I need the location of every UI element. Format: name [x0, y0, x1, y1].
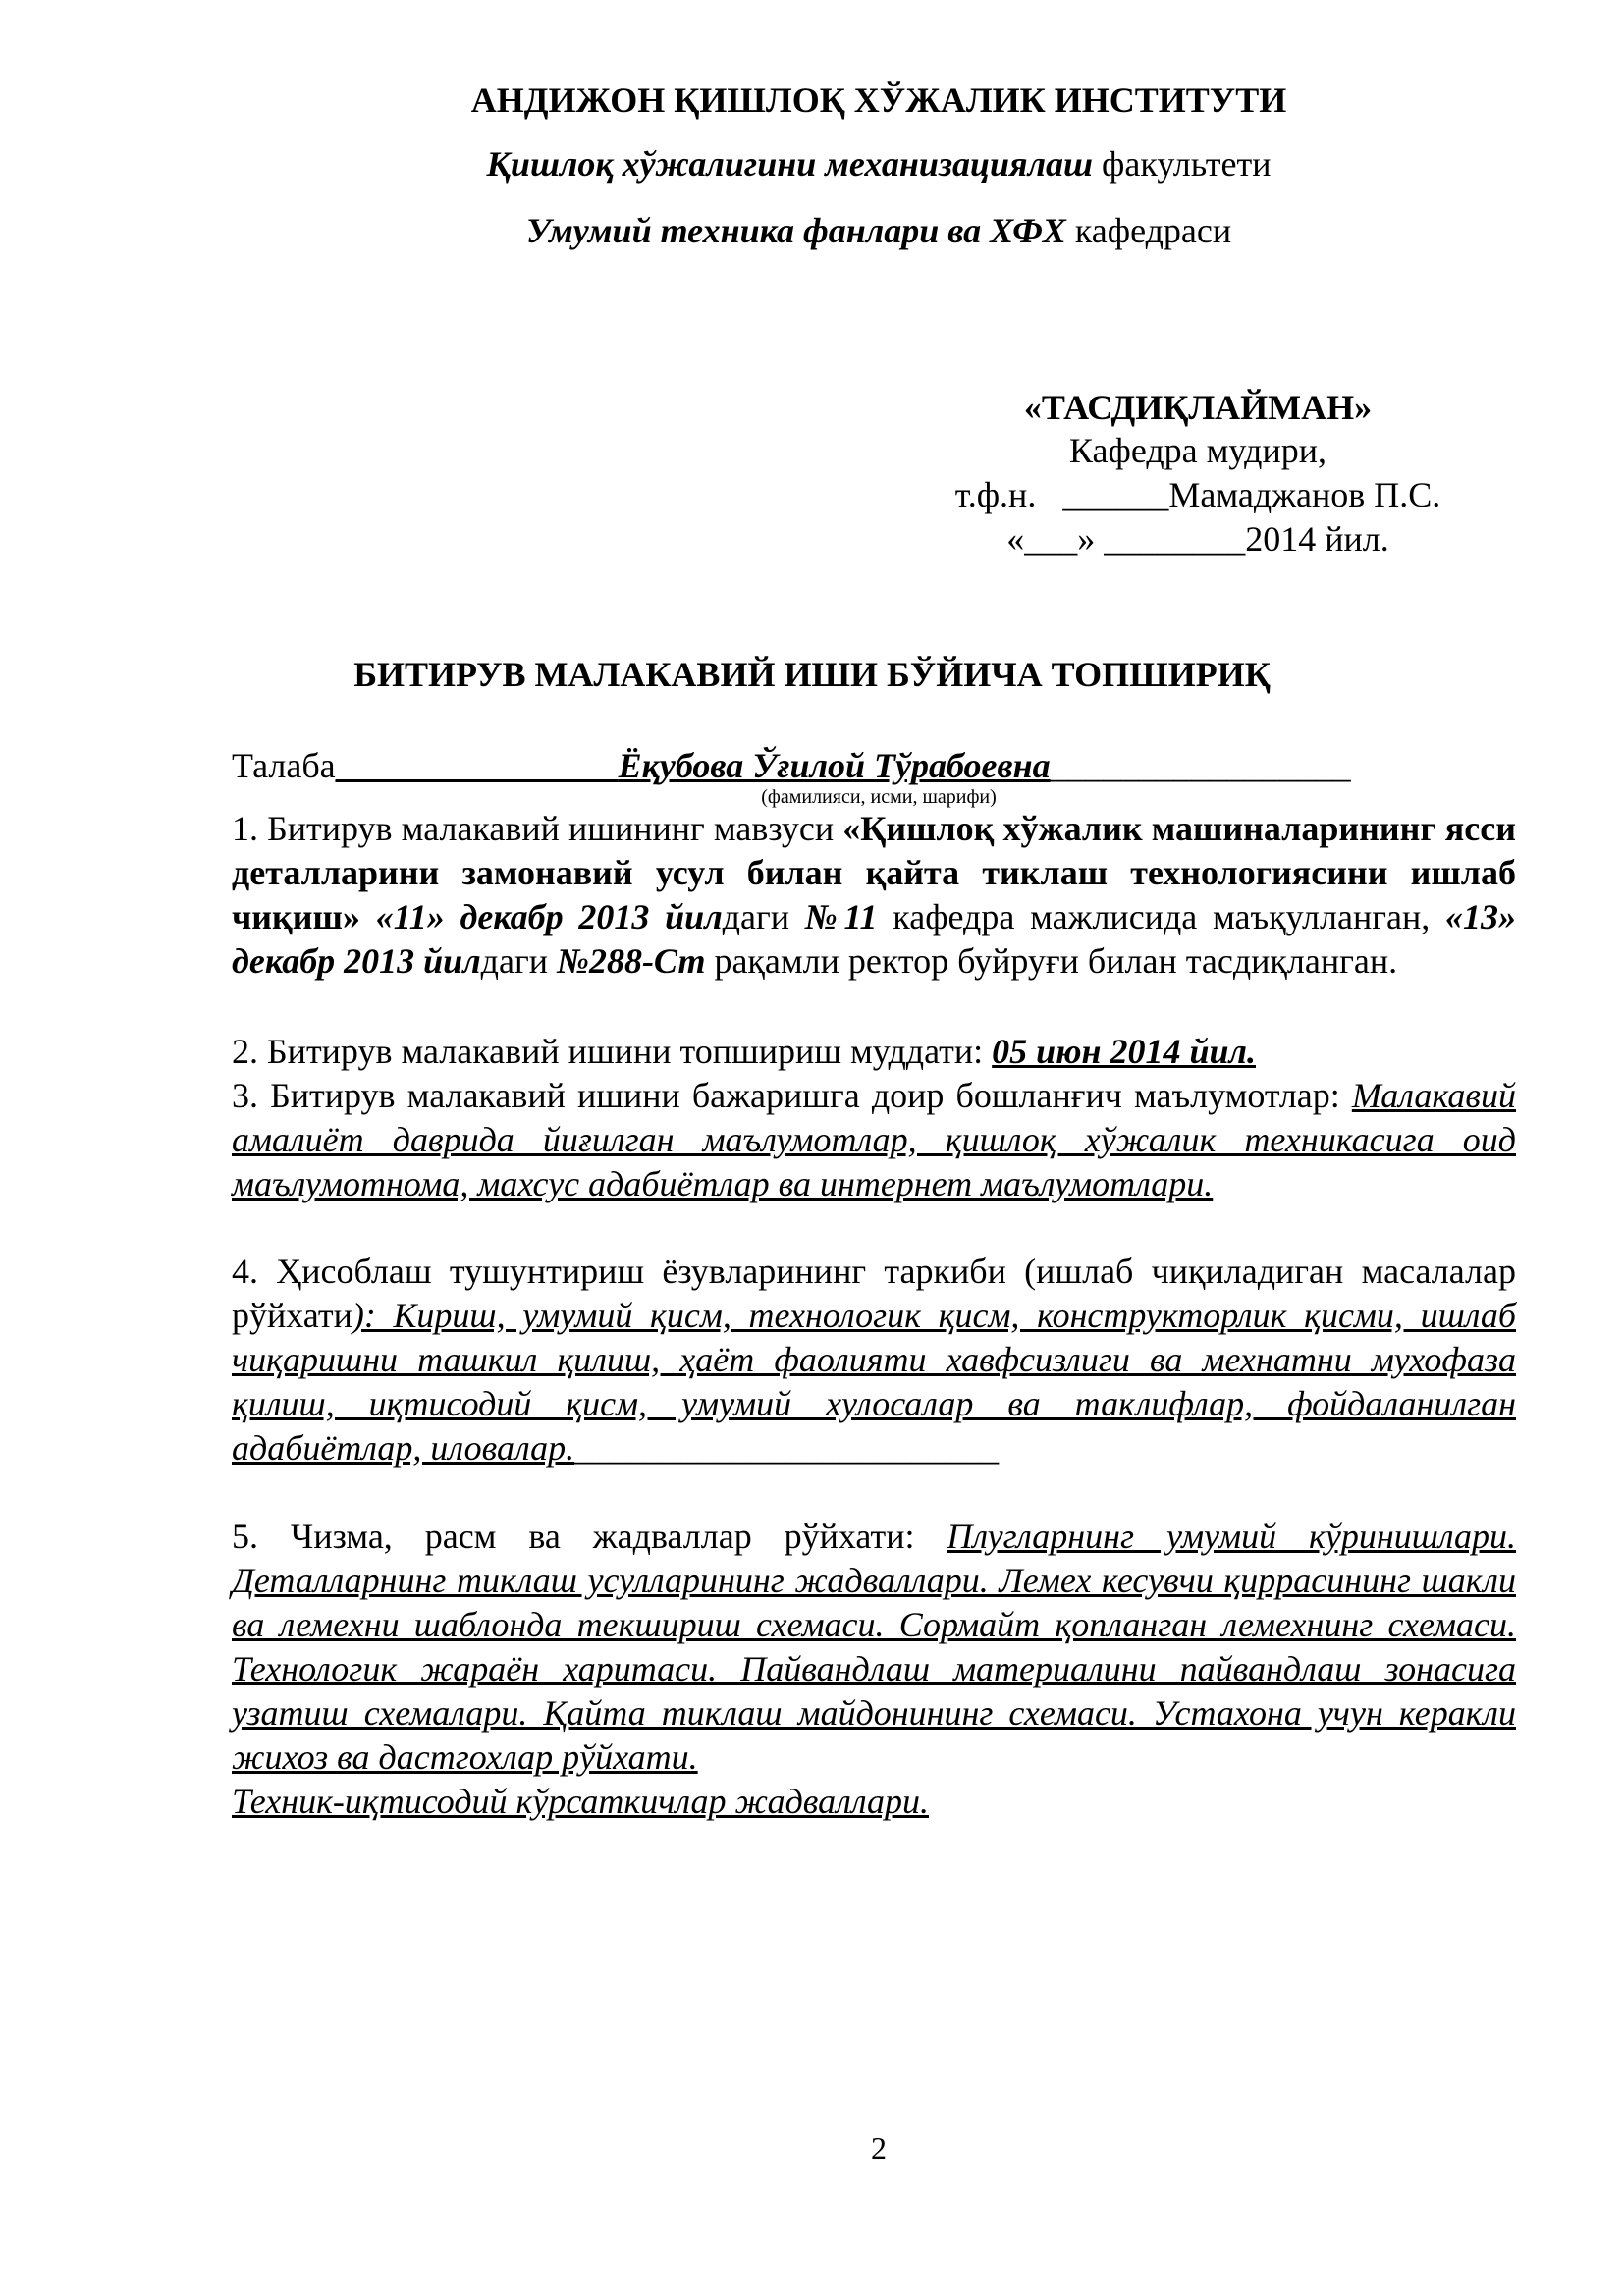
- item-5: [232, 1515, 1516, 1824]
- faculty-line: [0, 142, 1624, 186]
- student-label: Талаба: [232, 746, 336, 785]
- student-line: [232, 744, 1516, 787]
- item-1-suffix: рақамли ректор буйруғи билан тасдиқланган.: [705, 941, 1398, 981]
- department-word: кафедраси: [1074, 211, 1232, 250]
- item-1-mid3: даги: [480, 941, 557, 981]
- item-4-content: ): Кириш, умумий қисм, технологик қисм, конструкторлик қисми, ишлаб чиқаришни ташкил қилиш, ҳаёт фаолияти хавфсизлиги ва мехнатни мухофаза қилиш, иқтисодий қисм, умумий хулосалар ва таклифлар, фойдаланилган адабиётлар, иловалар.: [232, 1296, 1516, 1468]
- item-4: [232, 1250, 1516, 1470]
- student-leading-blank: ______________: [335, 746, 619, 785]
- institute-name: АНДИЖОН ҚИШЛОҚ ХЎЖАЛИК ИНСТИТУТИ: [470, 80, 1287, 120]
- document-title: БИТИРУВ МАЛАКАВИЙ ИШИ БЎЙИЧА ТОПШИРИҚ: [353, 655, 1271, 694]
- item-1-mid2: кафедра мажлисида маъқулланган,: [877, 897, 1445, 936]
- item-1-num2: №288-Ст: [557, 941, 706, 981]
- item-1: [232, 807, 1516, 984]
- approval-date: «___» ________2014 йил.: [1006, 519, 1389, 559]
- faculty-word: факультети: [1102, 144, 1272, 184]
- item-4-prefix: 4. Ҳисоблаш тушунтириш ёзувларининг таркиби (ишлаб чиқиладиган масалалар рўйхати: [232, 1252, 1516, 1335]
- department-name: Умумий техника фанлари ва ХФХ: [525, 211, 1066, 250]
- item-5-content: Плугларнинг умумий кўринишлари. Деталларнинг тиклаш усулларининг жадваллари. Лемех кесувчи қиррасининг шакли ва лемехни шаблонда текшириш схемаси. Сормайт қопланган лемехнинг схемаси. Технологик жараён харитаси. Пайвандлаш материалини пайвандлаш зонасига узатиш схемалари. Қайта тиклаш майдонининг схемаси. Устахона учун керакли жихоз ва дастгохлар рўйхати.: [232, 1517, 1517, 1777]
- item-4-trailing-blank: ________________________: [574, 1428, 1000, 1468]
- item-3-content: Малакавий амалиёт даврида йиғилган маълумотлар, қишлоқ хўжалик техникасига оид маълумотнома, махсус адабиётлар ва интернет маълумотлари.: [232, 1076, 1516, 1203]
- item-2-deadline: 05 июн 2014 йил.: [992, 1032, 1256, 1071]
- page-number: 2: [871, 2130, 887, 2165]
- item-3-prefix: 3. Битирув малакавий ишини бажаришга доир бошланғич маълумотлар:: [232, 1076, 1352, 1115]
- faculty-name: Қишлоқ хўжалигини механизациялаш: [486, 144, 1094, 184]
- item-5-last-line: Техник-иқтисодий кўрсаткичлар жадваллари.: [232, 1782, 929, 1821]
- approval-name: Мамаджанов П.С.: [1168, 475, 1441, 514]
- item-2-prefix: 2. Битирув малакавий ишини топшириш муддати:: [232, 1032, 993, 1071]
- item-1-num1: №11: [804, 897, 878, 936]
- student-trailing-blank: _________________: [1050, 746, 1351, 785]
- approval-signatory: [913, 473, 1483, 516]
- department-line: [0, 209, 1624, 252]
- item-2: [232, 1030, 1516, 1074]
- item-5-prefix: 5. Чизма, расм ва жадваллар рўйхати:: [232, 1517, 947, 1556]
- item-1-topic: «Қишлоқ хўжалик машиналарининг ясси деталларини замонавий усул билан қайта тиклаш технологиясини ишлаб чиқиш»: [232, 809, 1516, 936]
- approval-position: Кафедра мудири,: [1068, 431, 1326, 470]
- signature-blank: ______: [1062, 475, 1169, 514]
- student-name: Ёқубова Ўғилой Тўрабоевна: [618, 746, 1051, 785]
- approval-degree: т.ф.н.: [954, 475, 1037, 514]
- item-3: [232, 1074, 1516, 1206]
- item-1-date1: «11» декабр 2013 йил: [359, 897, 723, 936]
- student-caption: (фамилияси, исми, шарифи): [761, 786, 997, 808]
- item-1-prefix: 1. Битирув малакавий ишининг мавзуси: [232, 809, 843, 848]
- approval-title: «ТАСДИҚЛАЙМАН»: [1023, 388, 1373, 427]
- item-1-mid1: даги: [722, 897, 805, 936]
- item-1-date2: «13» декабр 2013 йил: [232, 897, 1516, 981]
